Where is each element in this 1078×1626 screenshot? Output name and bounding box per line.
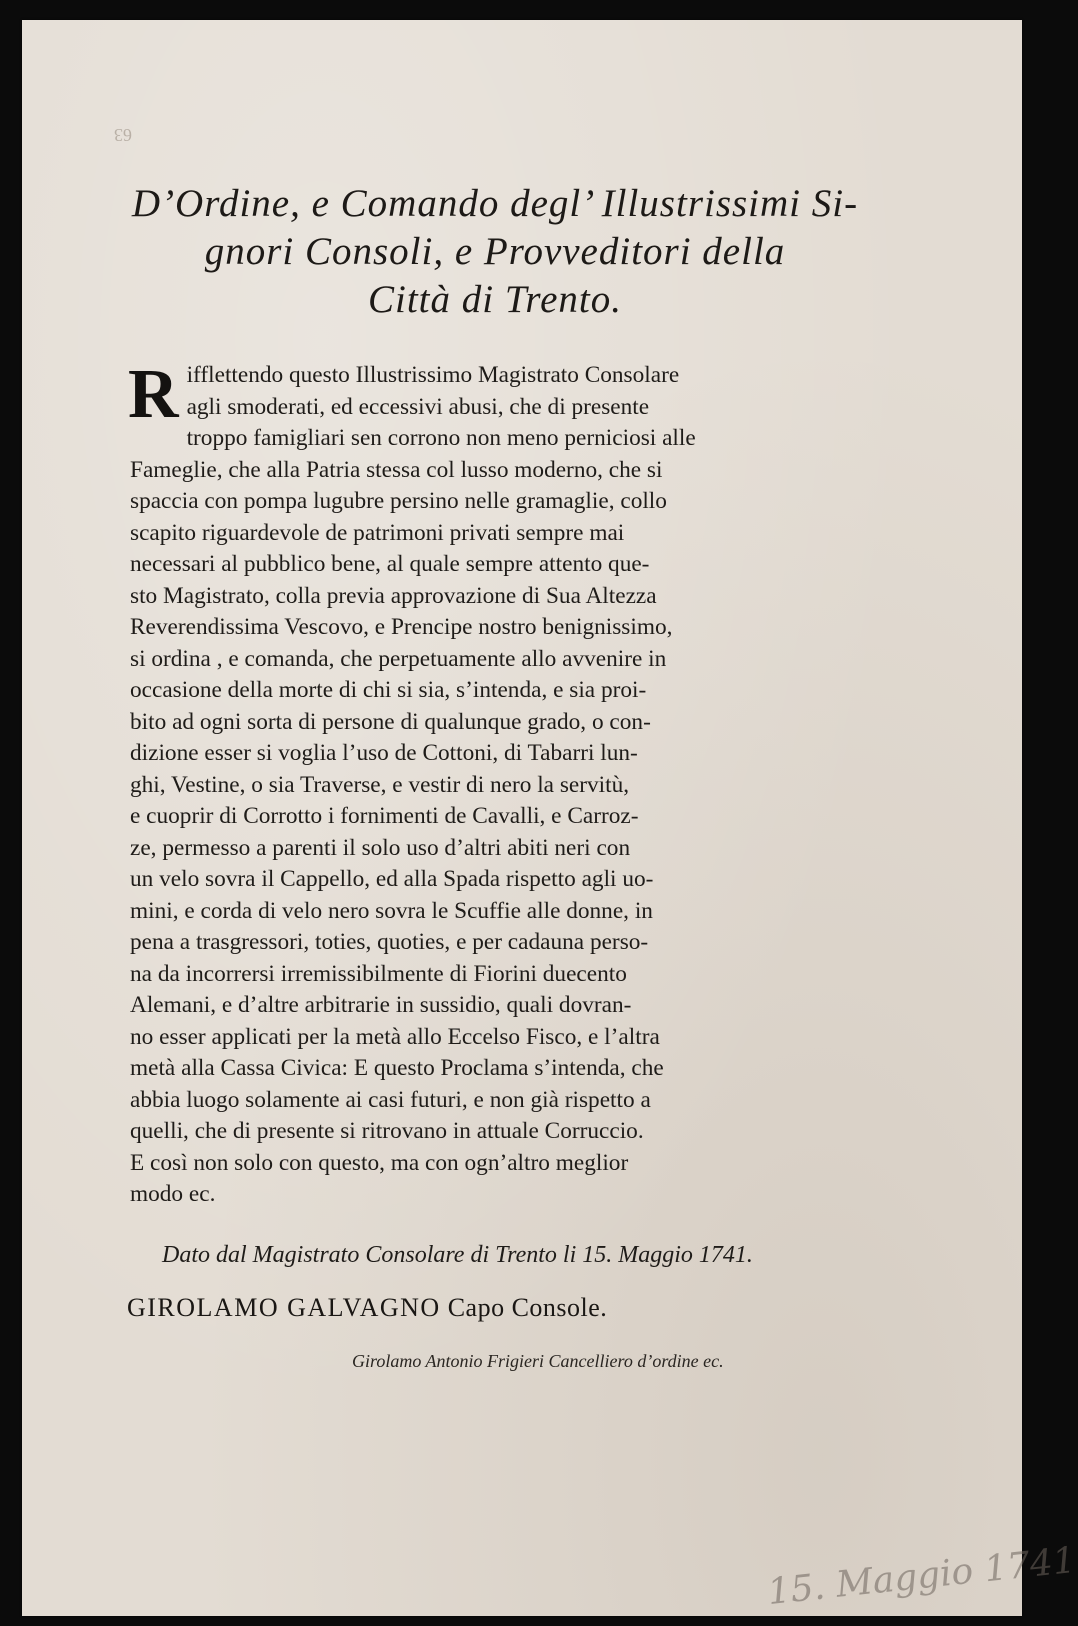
body-line: modo ec.	[130, 1181, 216, 1207]
body-line: Alemani, e d’altre arbitrarie in sussidio, quali dovran-	[130, 992, 632, 1018]
title-line: gnori Consoli, e Provveditori della	[204, 230, 786, 273]
body-line: scapito riguardevole de patrimoni privati sempre mai	[130, 519, 625, 546]
signature-block	[127, 1293, 607, 1323]
body-line: sto Magistrato, colla previa approvazione di Sua Altezza	[130, 582, 657, 609]
body-line: bito ad ogni sorta di persone di qualunque grado, o con-	[130, 708, 651, 735]
body-line: occasione della morte di chi si sia, s’intenda, e sia proi-	[130, 677, 647, 703]
drop-cap: R	[128, 356, 179, 433]
body-line: necessari al pubblico bene, al quale sempre attento que-	[130, 551, 650, 577]
body-line: troppo famigliari sen corrono non meno perniciosi alle	[186, 425, 696, 451]
body-line: Fameglie, che alla Patria stessa col lusso moderno, che si	[130, 456, 663, 483]
body-line: mini, e corda di velo nero sovra le Scuffie alle donne, in	[130, 897, 653, 924]
proclamation-title	[130, 180, 860, 324]
signatory-title: Capo Consolе.	[447, 1293, 608, 1322]
body-line: quelli, che di presente si ritrovano in attuale Corruccio.	[130, 1118, 644, 1144]
body-line: dizione esser si voglia l’uso de Cottoni, di Tabarri lun-	[130, 740, 638, 766]
body-line: na da incorrersi irremissibilmente di Fiorini duecento	[130, 960, 627, 987]
signatory-name: GIROLAMO GALVAGNO	[127, 1293, 441, 1322]
body-line: abbia luogo solamente ai casi futuri, e non già rispetto a	[130, 1086, 651, 1113]
body-line: e cuoprir di Corrotto i fornimenti de Cavalli, e Carroz-	[130, 803, 639, 829]
body-line: ghi, Vestine, o sia Traverse, e vestir di nero la servitù,	[130, 771, 630, 798]
body-line: spaccia con pompa lugubre persino nelle gramaglie, collo	[130, 488, 667, 514]
body-line: ifflettendo questo Illustrissimo Magistrato Consolare	[186, 362, 680, 388]
body-line: E così non solo con questo, ma con ogn’altro meglior	[130, 1149, 629, 1176]
proclamation-body	[128, 356, 852, 1211]
title-line: Città di Trento.	[367, 278, 623, 321]
body-line: agli smoderati, ed eccessivi abusi, che di presente	[186, 393, 650, 420]
chancellor-line: Girolamo Antonio Frigieri Cancelliero d’ordine ec.	[352, 1351, 724, 1371]
body-line: ze, permesso a parenti il solo uso d’altri abiti neri con	[130, 834, 631, 861]
body-line: un velo sovra il Cappello, ed alla Spada rispetto agli uo-	[130, 866, 654, 892]
title-line: D’Ordine, e Comando degl’ Illustrissimi Si-	[131, 182, 859, 225]
document-sheet	[22, 20, 1078, 1616]
body-line: pena a trasgressori, toties, quoties, e per cadauna perso-	[130, 929, 649, 955]
date-line: Dato dal Magistrato Consolare di Trento li 15. Maggio 1741.	[162, 1242, 753, 1268]
body-line: si ordina , e comanda, che perpetuamente allo avvenire in	[130, 645, 667, 672]
corner-folio-mark: 63	[114, 125, 132, 145]
body-line: no esser applicati per la metà allo Eccelso Fisco, e l’altra	[130, 1023, 660, 1050]
handwritten-date-note: 15. Maggio 1741	[765, 1539, 1078, 1614]
body-line: metà alla Cassa Civica: E questo Proclama s’intenda, che	[130, 1055, 664, 1081]
body-line: Reverendissima Vescovo, e Prencipe nostro benignissimo,	[130, 614, 673, 640]
